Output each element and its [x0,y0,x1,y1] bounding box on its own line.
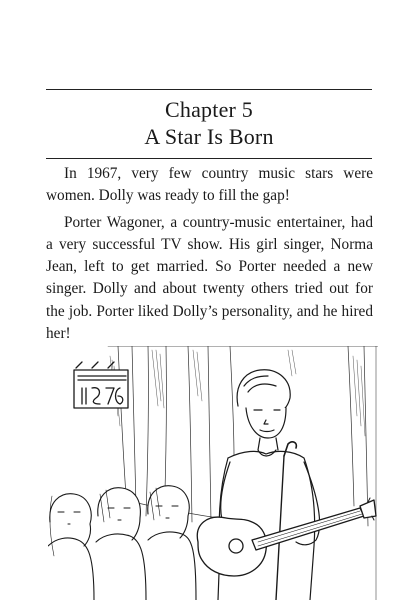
body-text [46,163,373,349]
chapter-number: Chapter 5 [165,97,253,122]
singer-with-guitar-illustration [48,346,378,600]
stage-sign [74,362,128,408]
chapter-title: A Star Is Born [144,124,274,149]
chapter-heading [46,96,372,150]
top-rule [46,89,372,90]
backup-singers [48,486,196,600]
bottom-rule [46,158,372,159]
paragraph-2: Porter Wagoner, a country-music entertainer, had a very successful TV show. His girl singer, Norma Jean, left to get married. So Porter needed a new singer. Dolly and about twenty others tried out for the job. Porter liked Dolly’s personality, and he hired her! [46,213,373,343]
curtain [108,346,378,526]
paragraph-1: In 1967, very few country music stars were women. Dolly was ready to fill the gap! [46,165,373,205]
